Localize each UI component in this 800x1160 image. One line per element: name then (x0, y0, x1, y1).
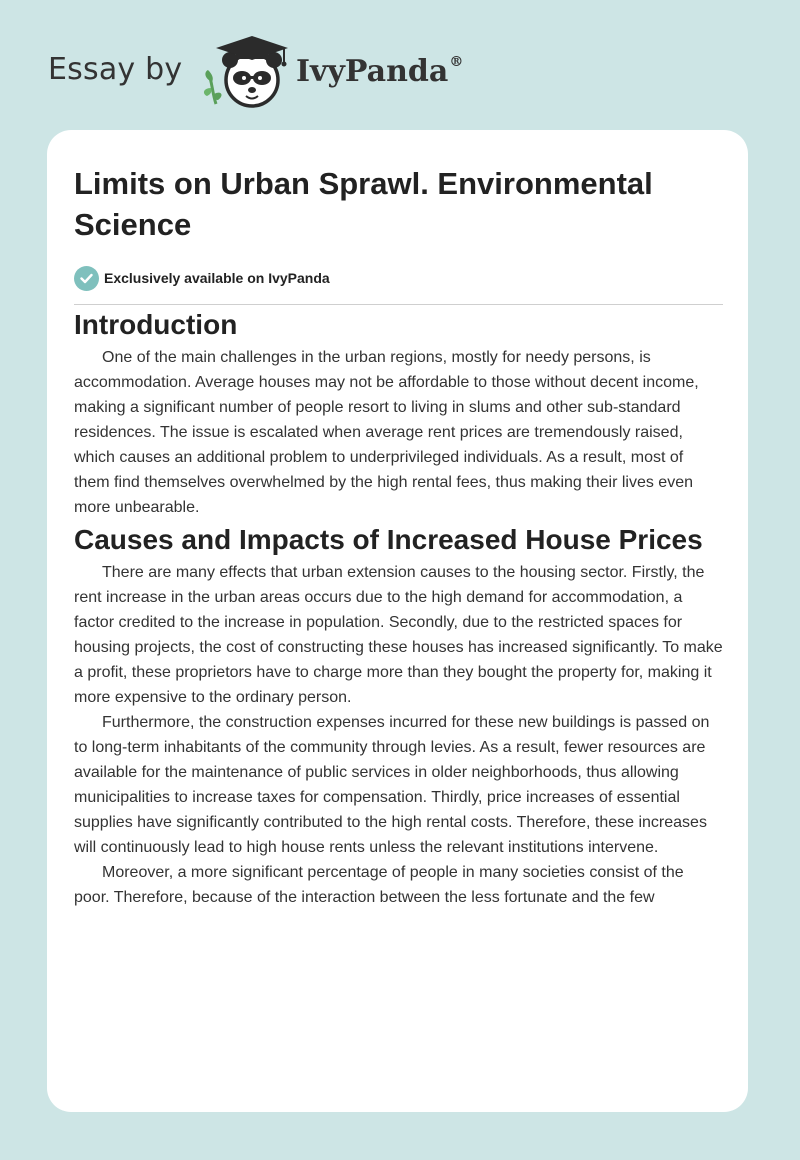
brand-name[interactable]: IvyPanda® (296, 54, 464, 89)
site-header (48, 34, 568, 114)
paragraph: Furthermore, the construction expenses incurred for these new buildings is passed on to long-term inhabitants of the community through levies. As a result, fewer resources are available for the maintenance of public services in older neighborhoods, thus allowing municipalities to increase taxes for compensation. Thirdly, price increases of essential supplies have significantly contributed to the high rental costs. Therefore, these increases will continuously lead to high house rents unless the relevant institutions intervene. (74, 714, 710, 856)
essay-title: Limits on Urban Sprawl. Environmental Science (74, 166, 653, 242)
exclusive-badge (74, 265, 723, 291)
essay-content (74, 163, 723, 910)
section-heading-introduction: Introduction (74, 309, 238, 340)
essay-card (47, 130, 748, 1112)
panda-graduate-icon[interactable] (202, 34, 296, 110)
paragraph: One of the main challenges in the urban regions, mostly for needy persons, is accommodation. Average houses may not be affordable to those without decent income, making a significant number of people resort to living in slums and other sub-standard residences. The issue is escalated when average rent prices are tremendously raised, which causes an additional problem to underprivileged individuals. As a result, most of them find themselves overwhelmed by the high rental fees, thus making their lives even more unbearable. (74, 349, 699, 516)
section-heading-causes: Causes and Impacts of Increased House Prices (74, 524, 703, 555)
essay-by-label: Essay by (48, 52, 183, 87)
paragraph: There are many effects that urban extension causes to the housing sector. Firstly, the rent increase in the urban areas occurs due to the high demand for accommodation, a factor credited to the increase in population. Secondly, due to the restricted spaces for housing projects, the cost of constructing these houses has increased significantly. To make a profit, these proprietors have to charge more than they bought the property for, making it more expensive to the ordinary person. (74, 564, 723, 706)
registered-mark: ® (449, 54, 464, 70)
paragraph: Moreover, a more significant percentage of people in many societies consist of the poor. Therefore, because of the interaction between the less fortunate and the few (74, 864, 684, 906)
checkmark-icon (74, 266, 99, 291)
exclusive-label: Exclusively available on IvyPanda (104, 270, 330, 286)
